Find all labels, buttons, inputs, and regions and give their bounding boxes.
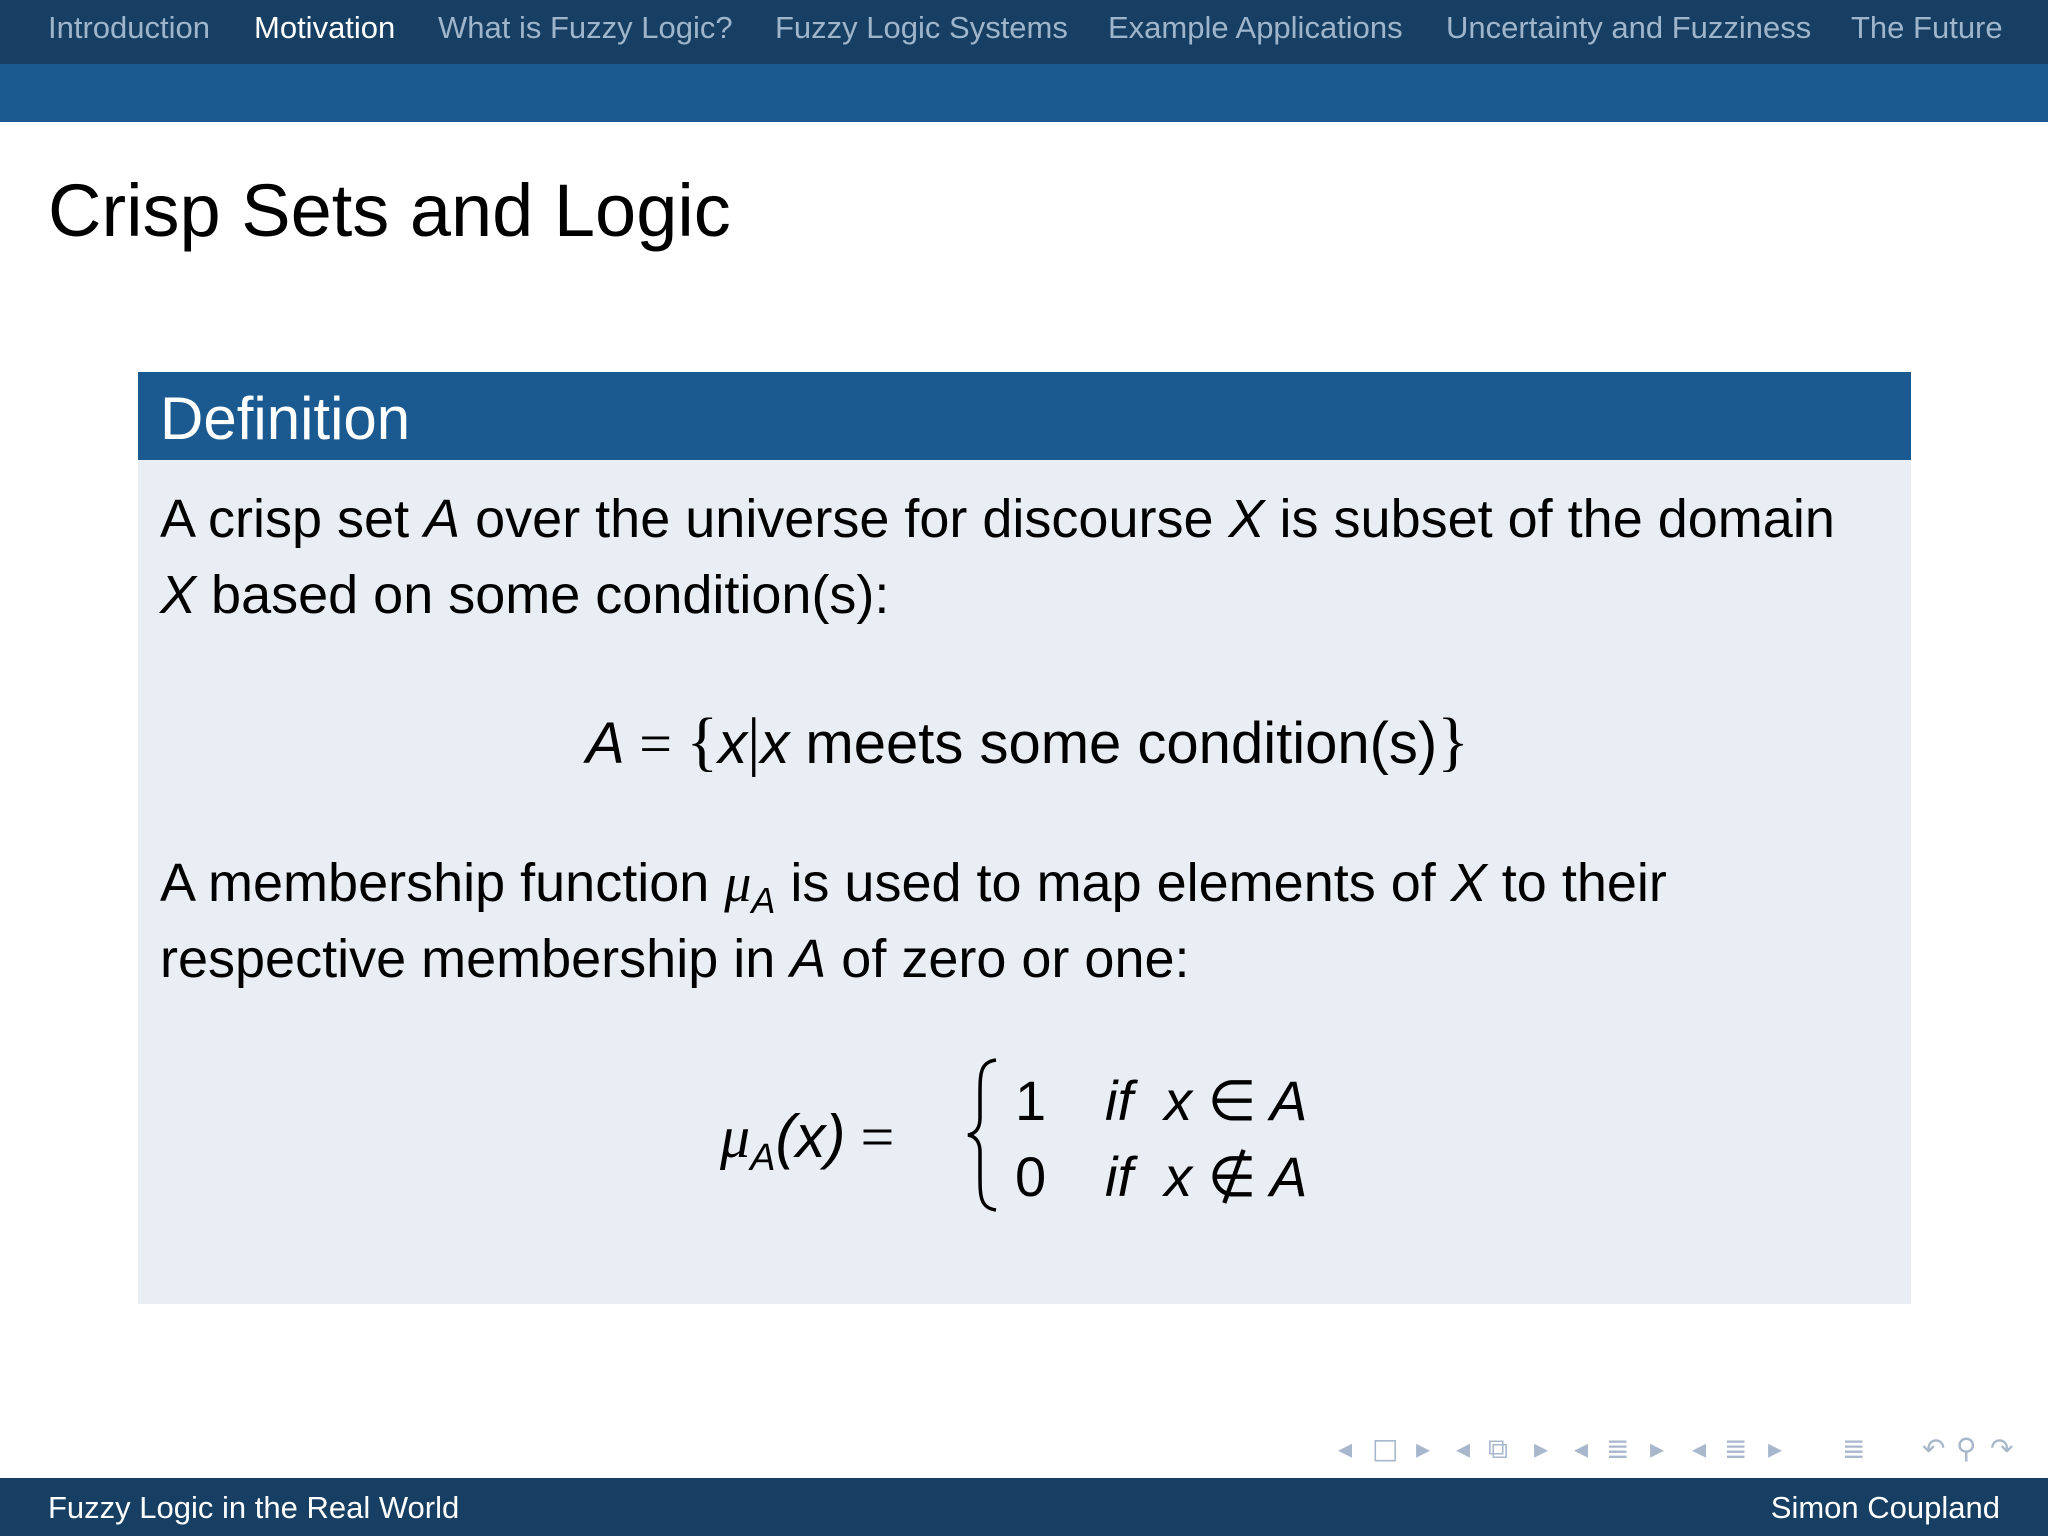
crisp-set-equation: A = {x|x meets some condition(s)} — [586, 705, 1469, 778]
next-frame-icon[interactable]: ▸ — [1416, 1432, 1431, 1465]
frame-icon[interactable]: □ — [1372, 1432, 1399, 1465]
membership-text-line-1: A membership function $\mu_A$ is used to map elements of X to their — [160, 853, 1667, 921]
subsection-bar — [0, 64, 2048, 122]
section-navigation-bar — [0, 0, 2048, 64]
section-icon[interactable]: ≣ — [1606, 1432, 1630, 1465]
next-section-icon[interactable]: ▸ — [1650, 1432, 1665, 1465]
go-back-icon[interactable]: ↶ — [1922, 1432, 1946, 1465]
footer-bar — [0, 1478, 2048, 1536]
definition-heading: Definition — [160, 385, 411, 452]
prev-document-icon[interactable]: ◂ — [1692, 1432, 1707, 1465]
membership-text-line-2: respective membership in A of zero or one: — [160, 929, 1190, 989]
beamer-navigation-symbols — [1338, 1432, 2028, 1464]
subsection-icon[interactable]: ⧉ — [1488, 1432, 1508, 1465]
definition-block — [138, 372, 1911, 1304]
nav-item-the-future[interactable]: The Future — [1851, 10, 2003, 45]
next-subsection-icon[interactable]: ▸ — [1534, 1432, 1549, 1465]
search-icon[interactable]: ⚲ — [1956, 1432, 1977, 1465]
appendix-icon[interactable]: ≣ — [1842, 1432, 1866, 1465]
document-icon[interactable]: ≣ — [1724, 1432, 1748, 1465]
left-brace-icon — [966, 1056, 1000, 1214]
definition-block-header — [138, 372, 1911, 460]
definition-text-line-1: A crisp set A over the universe for discourse X is subset of the domain — [160, 489, 1835, 549]
nav-item-fuzzy-logic-systems[interactable]: Fuzzy Logic Systems — [775, 10, 1068, 45]
nav-item-motivation[interactable]: Motivation — [254, 10, 396, 45]
prev-subsection-icon[interactable]: ◂ — [1456, 1432, 1471, 1465]
case-row-not-in: 0 if x ∉ A — [1015, 1145, 1308, 1208]
case-row-in: 1 if x ∈ A — [1015, 1069, 1308, 1132]
nav-item-example-applications[interactable]: Example Applications — [1108, 10, 1403, 45]
next-document-icon[interactable]: ▸ — [1768, 1432, 1783, 1465]
page-title: Crisp Sets and Logic — [48, 169, 731, 252]
membership-function-lhs: $\mu_A(x)$ = — [720, 1103, 910, 1179]
footer-author: Simon Coupland — [1770, 1490, 2000, 1525]
membership-function-equation — [720, 1062, 1480, 1222]
footer-title: Fuzzy Logic in the Real World — [48, 1490, 460, 1525]
nav-item-introduction[interactable]: Introduction — [48, 10, 210, 45]
definition-text-line-2: X based on some condition(s): — [160, 565, 890, 625]
go-forward-icon[interactable]: ↷ — [1990, 1432, 2014, 1465]
nav-item-uncertainty-and-fuzziness[interactable]: Uncertainty and Fuzziness — [1446, 10, 1812, 45]
nav-item-what-is-fuzzy-logic[interactable]: What is Fuzzy Logic? — [438, 10, 733, 45]
prev-section-icon[interactable]: ◂ — [1574, 1432, 1589, 1465]
prev-frame-icon[interactable]: ◂ — [1338, 1432, 1353, 1465]
